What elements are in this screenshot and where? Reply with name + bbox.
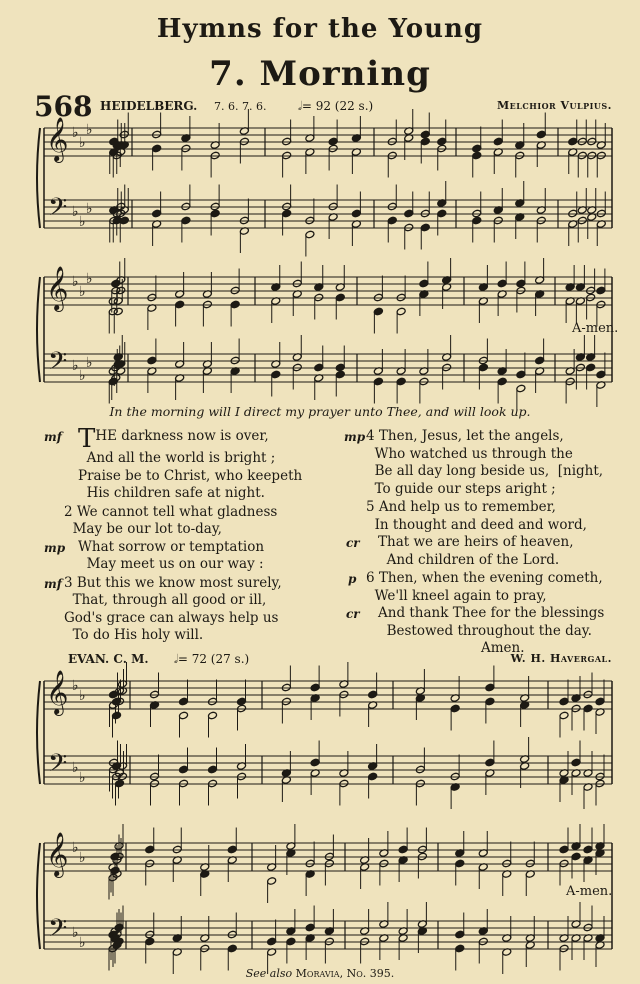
bass-clef-icon: 𝄢 [48,347,68,382]
tempo-marking: 𝅗𝅥= 92 (22 s.) [298,99,374,113]
bass-clef-icon: 𝄢 [48,193,68,228]
amen-label-1: A-men. [572,321,619,336]
dynamic-mark: cr [346,607,360,621]
scripture-verse: In the morning will I direct my prayer unto Thee, and will look up. [109,404,531,419]
flat-icon: ♭ [72,204,79,220]
note-head [373,307,383,316]
note-head [267,937,277,946]
note-head [152,144,162,153]
note-head [396,377,406,386]
note-head [305,923,315,932]
dynamic-mark: mf [44,576,62,591]
flat-icon: ♭ [72,840,79,856]
note-head [450,704,460,713]
tune-name: HEIDELBERG. [100,99,198,113]
note-head [596,286,606,295]
composer-name: Melchior Vulpius. [497,99,612,112]
treble-clef-icon: 𝄞 [46,117,69,161]
note-head [485,758,495,767]
note-head [179,765,189,774]
note-head [586,363,596,372]
verse-5-cont: That we are heirs of heaven, And children of the Lord. [378,534,574,568]
note-head [271,370,281,379]
dynamic-mark: mf [44,430,62,444]
hymn-number: 568 [34,90,93,123]
note-head [368,690,378,699]
note-head [314,363,324,372]
brace [37,277,40,382]
note-head [568,137,578,146]
bass-clef-icon: 𝄢 [48,749,68,784]
dynamic-mark: mp [344,430,366,444]
verse-1: THE darkness now is over, And all the world is bright ; Praise be to Christ, who keepeth His children safe at night. [78,424,303,501]
note-head [208,765,218,774]
note-head [536,130,546,139]
note-head [310,683,320,692]
verse-2-cont: What sorrow or temptation May meet us on our way : [78,538,265,572]
note-head [335,293,345,302]
note-head [145,937,155,946]
verse-3: 3 But this we know most surely, That, through all good or ill, God's grace can always help us To do His holy will. [64,574,282,643]
verse-6: 6 Then, when the evening cometh, We'll kneel again to pray, [366,570,603,604]
note-head [115,779,125,788]
brace [37,843,40,949]
tempo-marking-2: 𝅗𝅥= 72 (27 s.) [174,652,250,666]
flat-icon: ♭ [79,850,86,866]
flat-icon: ♭ [86,201,93,217]
flat-icon: ♭ [79,688,86,704]
amen-label-2: A-men. [566,884,613,899]
note-head [237,697,247,706]
note-head [208,711,218,720]
note-head [305,230,315,239]
verses-left-column [44,424,303,645]
note-head [179,711,189,720]
flat-icon: ♭ [79,135,86,151]
note-head [437,209,447,218]
treble-clef-icon: 𝄞 [46,832,69,876]
note-head [516,384,526,393]
note-head [420,137,430,146]
flat-icon: ♭ [79,935,86,951]
half-note-icon: 𝅗𝅥 [298,99,302,113]
note-head [398,845,408,854]
note-head [596,370,606,379]
note-head [227,845,237,854]
note-head [497,377,507,386]
note-head [152,209,162,218]
note-head [472,144,482,153]
note-head [583,845,593,854]
note-head [455,859,465,868]
hymn-title: 7. Morning [209,54,431,94]
note-head [420,223,430,232]
note-head [559,697,569,706]
note-head [210,209,220,218]
flat-icon: ♭ [72,274,79,290]
flat-icon: ♭ [86,355,93,371]
note-head [419,279,429,288]
verse-4: 4 Then, Jesus, let the angels, Who watched us through the Be all day long beside us, [night, To guide our steps aright ; [366,428,604,497]
note-head [571,758,581,767]
note-head [535,356,545,365]
note-head [485,683,495,692]
note-head [335,370,345,379]
note-head [516,279,526,288]
flat-icon: ♭ [79,368,86,384]
treble-clef-icon: 𝄞 [46,266,69,310]
flat-icon: ♭ [79,214,86,230]
note-head [230,300,240,309]
half-note-icon: 𝅗𝅥 [174,652,178,666]
flat-icon: ♭ [86,122,93,138]
note-head [559,711,569,720]
verse-6-cont: And thank Thee for the blessings Bestowed throughout the day. Amen. [378,605,605,656]
dynamic-mark: cr [346,536,360,550]
note-head [145,845,155,854]
note-head [472,151,482,160]
note-head [493,137,503,146]
note-head [368,772,378,781]
note-head [328,137,338,146]
note-head [516,370,526,379]
note-head [485,697,495,706]
note-head [227,944,237,953]
note-head [387,216,397,225]
verse-5: 5 And help us to remember, In thought and deed and word, [366,499,587,533]
note-head [455,944,465,953]
flat-icon: ♭ [72,358,79,374]
note-head [267,877,277,886]
note-head [396,307,406,316]
note-head [437,137,447,146]
note-head [404,209,414,218]
flat-icon: ♭ [72,678,79,694]
composer-name-2: W. H. Havergal. [510,652,612,665]
note-head [286,937,296,946]
tune-meter: 7. 6. 7. 6. [214,100,267,113]
verses-right-column [344,428,604,658]
tune-name-2: EVAN. C. M. [68,652,149,666]
flat-icon: ♭ [79,770,86,786]
note-head [595,697,605,706]
flat-icon: ♭ [72,925,79,941]
note-head [351,209,361,218]
note-head [420,130,430,139]
note-head [455,930,465,939]
verse-2: 2 We cannot tell what gladness May be our lot to-day, [64,503,278,537]
note-head [282,209,292,218]
note-head [147,356,157,365]
note-head [497,279,507,288]
note-head [179,697,189,706]
flat-icon: ♭ [72,125,79,141]
note-head [181,216,191,225]
note-head [373,377,383,386]
bass-clef-icon: 𝄢 [48,914,68,949]
note-head [112,711,122,720]
flat-icon: ♭ [79,284,86,300]
section-title: Hymns for the Young [156,14,484,44]
note-head [571,852,581,861]
brace [37,681,40,784]
dynamic-mark: mp [44,540,66,555]
flat-icon: ♭ [72,760,79,776]
flat-icon: ♭ [86,271,93,287]
brace [37,128,40,228]
treble-clef-icon: 𝄞 [46,670,69,714]
note-head [310,758,320,767]
note-head [175,300,185,309]
note-head [583,704,593,713]
note-head [114,923,124,932]
note-head [472,216,482,225]
note-head [478,363,488,372]
dynamic-mark: p [348,572,357,586]
note-head [335,363,345,372]
footer-reference: See also Moravia, No. 395. [245,967,395,980]
note-head [559,845,569,854]
